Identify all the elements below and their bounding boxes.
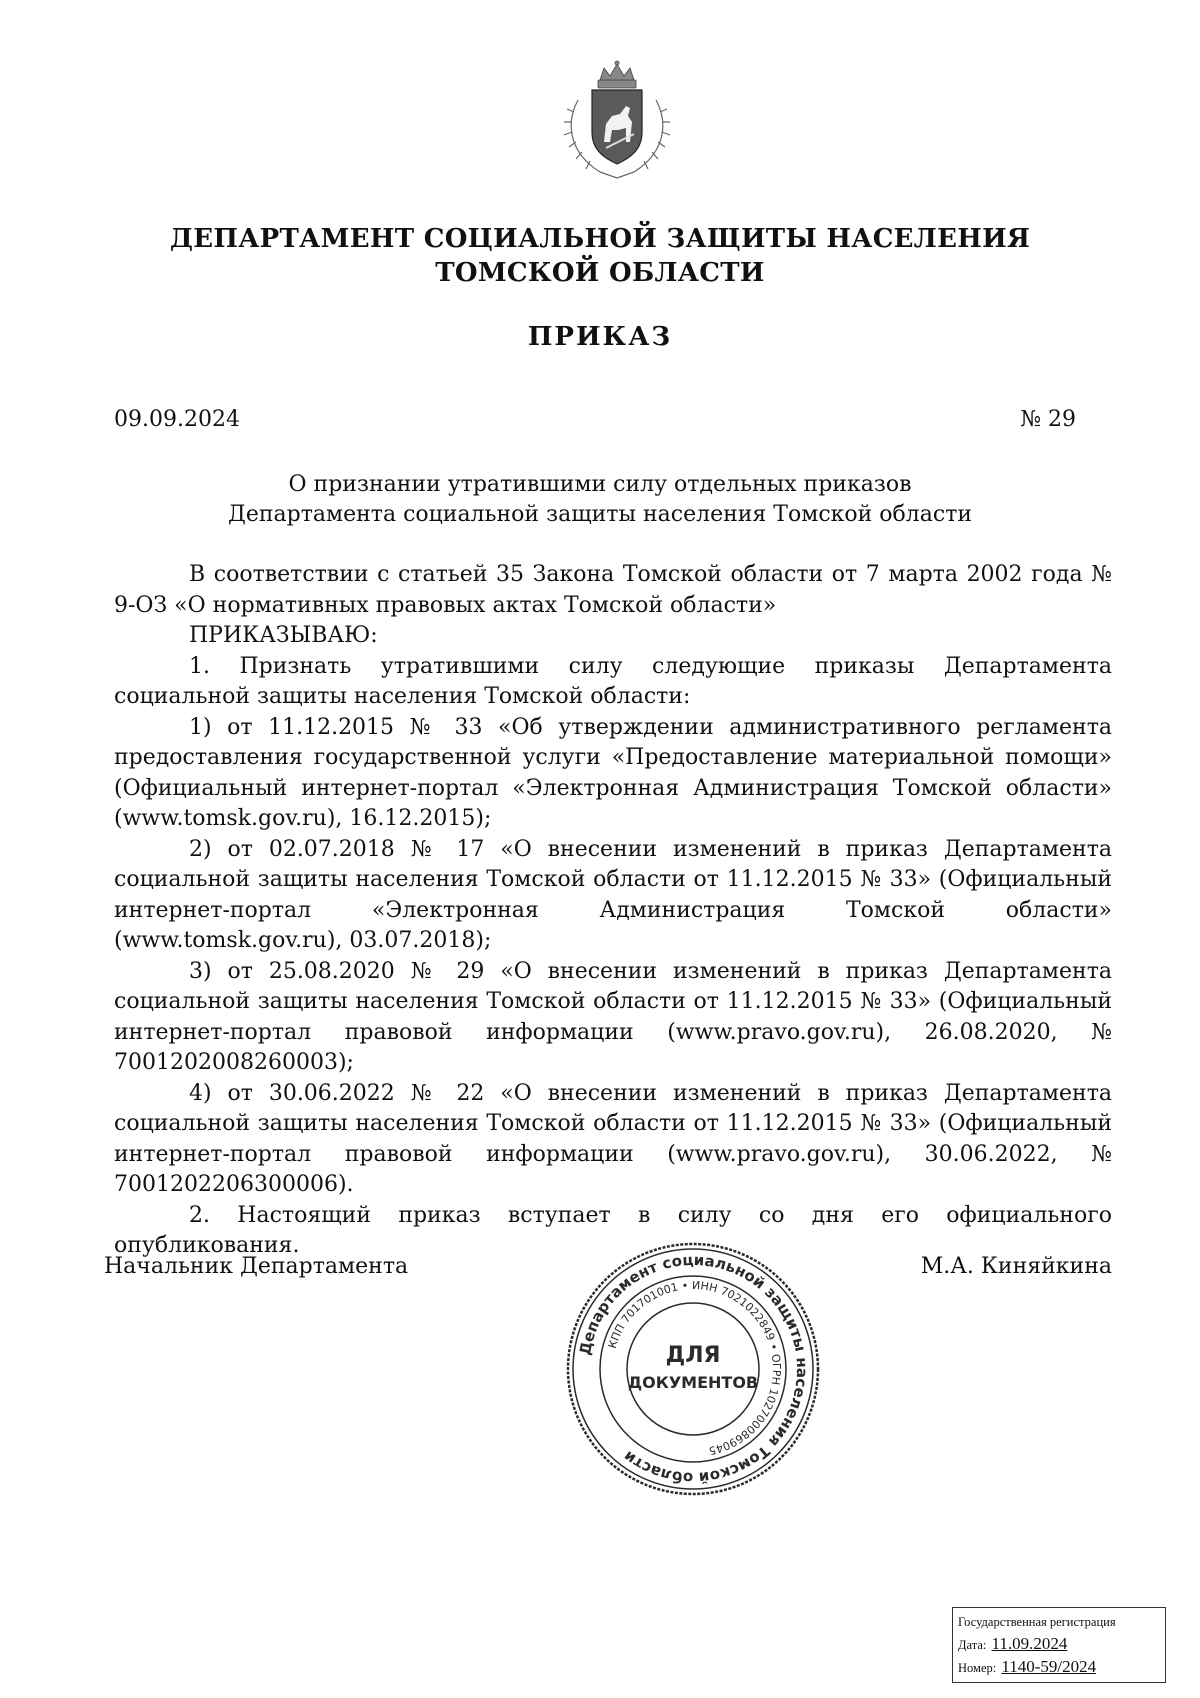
organization-title-line1: ДЕПАРТАМЕНТ СОЦИАЛЬНОЙ ЗАЩИТЫ НАСЕЛЕНИЯ xyxy=(169,224,1031,254)
document-date: 09.09.2024 xyxy=(114,407,240,432)
state-registration-box xyxy=(952,1607,1166,1683)
registration-title: Государственная регистрация xyxy=(958,1615,1116,1629)
document-type-heading: ПРИКАЗ xyxy=(527,322,673,352)
registration-date-row xyxy=(958,1633,1160,1656)
item-1: 1. Признать утратившими силу следующие приказы Департамента социальной защиты населения Томской области: xyxy=(114,653,1112,709)
subitem-2: 2) от 02.07.2018 № 17 «О внесении изменений в приказ Департамента социальной защиты населения Томской области от 11.12.2015 № 33» (Официальный интернет-портал «Электронная Администрация Томской области» (www.tomsk.gov.ru), 03.07.2018); xyxy=(114,836,1112,953)
seal-outer-text: Департамент социальной защиты населения Томской области xyxy=(575,1250,812,1488)
subject-line2: Департамента социальной защиты населения Томской области xyxy=(227,502,973,527)
seal-center-line1: ДЛЯ xyxy=(665,1343,721,1368)
seal-inner-text: КПП 701701001 • ИНН 7021022849 • ОГРН 1027000869045 xyxy=(605,1278,784,1458)
registration-number-row xyxy=(958,1656,1160,1679)
official-seal-icon xyxy=(564,1240,822,1498)
registration-date-value: 11.09.2024 xyxy=(991,1634,1068,1653)
subitem-3: 3) от 25.08.2020 № 29 «О внесении изменений в приказ Департамента социальной защиты населения Томской области от 11.12.2015 № 33» (Официальный интернет-портал правовой информации (www.pravo.gov.ru), 26.08.2020, № 7001202008260003); xyxy=(114,958,1112,1075)
document-number: № 29 xyxy=(1020,407,1076,432)
registration-number-value: 1140-59/2024 xyxy=(1001,1657,1097,1676)
organization-title xyxy=(100,222,1100,290)
subject-line1: О признании утратившими силу отдельных приказов xyxy=(288,472,912,497)
subitem-4: 4) от 30.06.2022 № 22 «О внесении изменений в приказ Департамента социальной защиты населения Томской области от 11.12.2015 № 33» (Официальный интернет-портал правовой информации (www.pravo.gov.ru), 30.06.2022, № 7001202206300006). xyxy=(114,1080,1112,1197)
signer-position: Начальник Департамента xyxy=(104,1254,409,1279)
seal-center-line2: ДОКУМЕНТОВ xyxy=(627,1373,759,1392)
order-word: ПРИКАЗЫВАЮ: xyxy=(189,623,378,648)
subitem-1: 1) от 11.12.2015 № 33 «Об утверждении административного регламента предоставления государственной услуги «Предоставление материальной помощи» (Официальный интернет-портал «Электронная Администрация Томской области» (www.tomsk.gov.ru), 16.12.2015); xyxy=(114,714,1112,831)
coat-of-arms-icon xyxy=(560,60,674,182)
document-subject xyxy=(150,470,1050,530)
registration-date-label: Дата: xyxy=(958,1638,987,1652)
signer-name: М.А. Киняйкина xyxy=(920,1254,1112,1279)
registration-number-label: Номер: xyxy=(958,1661,997,1675)
item-2: 2. Настоящий приказ вступает в силу со дня его официального опубликования. xyxy=(114,1202,1112,1258)
preamble-paragraph: В соответствии с статьей 35 Закона Томской области от 7 марта 2002 года № 9-ОЗ «О нормативных правовых актах Томской области» xyxy=(114,562,1112,618)
organization-title-line2: ТОМСКОЙ ОБЛАСТИ xyxy=(435,258,765,288)
document-body xyxy=(114,560,1112,1262)
